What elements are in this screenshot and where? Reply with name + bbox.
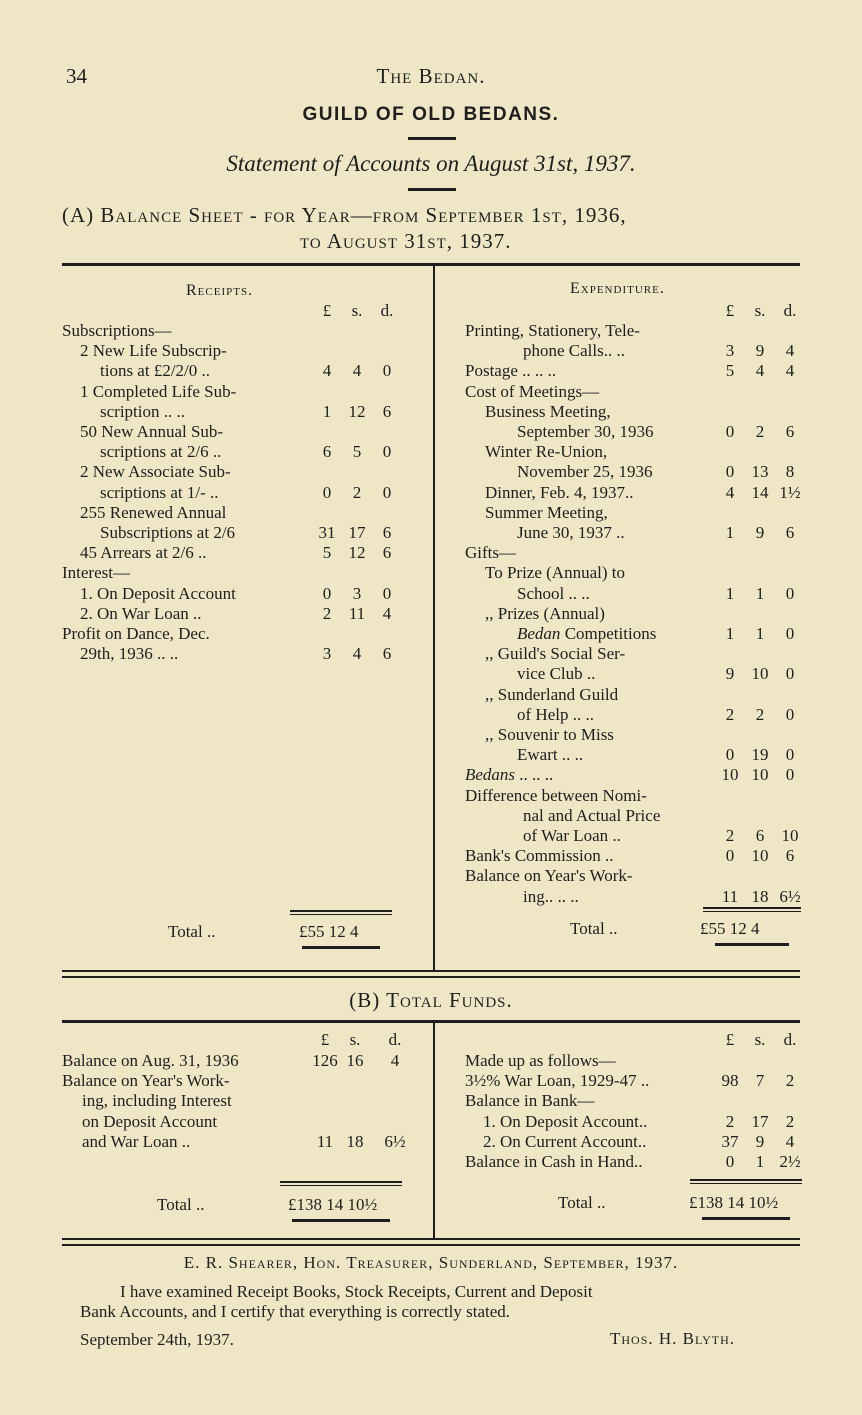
amount-value: 2: [755, 422, 765, 441]
ledger-line-text: 1 Completed Life Sub-: [80, 381, 237, 401]
amount-value: 8: [785, 462, 795, 482]
amount-value: 7: [755, 1071, 765, 1091]
table-a-divider: [433, 266, 435, 972]
ledger-line-text: ,, Souvenir to Miss: [485, 725, 614, 744]
amount-value: 0: [725, 462, 735, 482]
money-column-header: £: [725, 1030, 735, 1049]
money-column-header: s.: [754, 301, 766, 320]
total-rule-top-2: [703, 911, 801, 912]
ledger-line-text: Made up as follows—: [465, 1051, 616, 1070]
ledger-line-text: Summer Meeting,: [485, 502, 608, 522]
total-label: Total ..: [558, 1193, 606, 1212]
amount-value: 12: [348, 543, 366, 563]
total-rule-top: [280, 1181, 402, 1183]
ledger-line-text: 2. On War Loan ..: [80, 603, 202, 623]
ledger-line-text: Balance in Bank—: [465, 1091, 595, 1111]
money-column-header: £: [322, 301, 332, 320]
money-column-header: s.: [351, 301, 363, 320]
ledger-line-text: 1. On Deposit Account..: [483, 1111, 648, 1131]
amount-value: 2: [725, 1111, 735, 1131]
amount-value: 9: [755, 341, 765, 361]
total-rule-top: [703, 907, 801, 909]
ledger-line-text: September 30, 1936: [517, 422, 654, 441]
ledger-line-text: November 25, 1936: [517, 462, 653, 482]
total-rule-top: [690, 1179, 802, 1181]
amount-value: 126: [312, 1051, 338, 1070]
total-rule-bottom: [302, 946, 380, 949]
amount-value: 0: [725, 745, 735, 765]
total-value: £55 12 4: [299, 922, 359, 941]
title-rule: [408, 137, 456, 140]
amount-value: 0: [322, 583, 332, 603]
document-title: GUILD OF OLD BEDANS.: [302, 104, 560, 125]
amount-value: 6½: [779, 886, 801, 906]
ledger-line-text: Postage .. .. ..: [465, 361, 557, 381]
ledger-line-text: Winter Re-Union,: [485, 442, 608, 462]
ledger-line-text: Profit on Dance, Dec.: [62, 624, 210, 643]
amount-value: 2: [725, 826, 735, 845]
amount-value: 9: [755, 523, 765, 542]
amount-value: 0: [382, 442, 392, 462]
amount-value: 37: [721, 1131, 739, 1151]
ledger-line-text: Dinner, Feb. 4, 1937..: [485, 482, 634, 502]
section-a-heading-line2: to August 31st, 1937.: [300, 229, 512, 253]
amount-value: 11: [316, 1131, 334, 1151]
amount-value: 2: [322, 603, 332, 623]
ledger-line-text: 45 Arrears at 2/6 ..: [80, 543, 207, 563]
total-rule-top: [290, 910, 392, 912]
table-b-bottom-rule: [62, 1238, 800, 1240]
ledger-line-text: tions at £2/2/0 ..: [100, 361, 211, 381]
ledger-line-text: 2. On Current Account..: [483, 1131, 647, 1151]
amount-value: 2: [725, 704, 735, 724]
ledger-line-text: ,, Prizes (Annual): [485, 603, 605, 623]
amount-value: 16: [346, 1051, 364, 1070]
amount-value: 4: [755, 361, 765, 381]
amount-value: 18: [346, 1131, 364, 1151]
amount-value: 6: [382, 523, 392, 542]
ledger-line-text: June 30, 1937 ..: [517, 523, 625, 542]
column-heading: Expenditure.: [570, 280, 665, 297]
amount-value: 6: [785, 422, 795, 441]
ledger-line-text: scriptions at 2/6 ..: [100, 442, 222, 462]
money-column-header: d.: [388, 1030, 402, 1049]
amount-value: 11: [721, 886, 739, 906]
amount-value: 2: [352, 482, 362, 502]
amount-value: 0: [785, 624, 795, 643]
amount-value: 31: [318, 523, 336, 542]
amount-value: 0: [785, 745, 795, 765]
ledger-line-text: Difference between Nomi-: [465, 785, 647, 805]
amount-value: 4: [785, 361, 795, 381]
ledger-line-text: of Help .. ..: [517, 704, 594, 724]
ledger-line-text: To Prize (Annual) to: [485, 563, 625, 583]
ledger-line-text: Bank's Commission ..: [465, 846, 614, 866]
amount-value: 10: [721, 765, 739, 785]
amount-value: 13: [751, 462, 769, 482]
amount-value: 0: [382, 583, 392, 603]
ledger-line-text: on Deposit Account: [82, 1111, 218, 1131]
total-label: Total ..: [157, 1195, 205, 1214]
ledger-line-text: [465, 765, 553, 785]
amount-value: 98: [721, 1071, 739, 1091]
table-b-top-rule: [62, 1020, 800, 1023]
money-column-header: s.: [754, 1030, 766, 1049]
amount-value: 0: [322, 482, 332, 502]
amount-value: 0: [785, 664, 795, 684]
amount-value: 4: [322, 361, 332, 381]
audit-statement-line2: Bank Accounts, and I certify that everything is correctly stated.: [80, 1302, 511, 1321]
total-rule-bottom: [292, 1219, 390, 1222]
ledger-line-text: phone Calls.. ..: [523, 341, 625, 361]
ledger-line-text: School .. ..: [517, 583, 590, 603]
ledger-line-text: 3½% War Loan, 1929-47 ..: [465, 1071, 650, 1091]
money-column-header: £: [320, 1030, 330, 1049]
column-heading: Receipts.: [186, 282, 254, 299]
ledger-line-text: 29th, 1936 .. ..: [80, 644, 179, 664]
amount-value: 10: [751, 846, 769, 866]
amount-value: 6: [785, 523, 795, 542]
amount-value: 4: [352, 361, 362, 381]
ledger-line-text: ing.. .. ..: [523, 886, 579, 906]
ledger-line-text: scription .. ..: [100, 401, 185, 421]
amount-value: 6: [382, 644, 392, 664]
amount-value: 0: [785, 583, 795, 603]
running-title: The Bedan.: [376, 64, 486, 88]
money-column-header: £: [725, 301, 735, 320]
page-number: 34: [66, 64, 87, 88]
treasurer-signature-line: E. R. Shearer, Hon. Treasurer, Sunderland, September, 1937.: [183, 1253, 679, 1272]
amount-value: 10: [751, 664, 769, 684]
total-label: Total ..: [570, 919, 618, 938]
ledger-line-text: scriptions at 1/- ..: [100, 482, 219, 502]
statement-subtitle: Statement of Accounts on August 31st, 1937.: [226, 151, 636, 176]
amount-value: 4: [785, 1131, 795, 1151]
section-a-heading-line1: (A) Balance Sheet - for Year—from September 1st, 1936,: [62, 203, 627, 227]
amount-value: 0: [382, 361, 392, 381]
amount-value: 1: [725, 523, 735, 542]
amount-value: 6: [322, 442, 332, 462]
table-a-bottom-rule: [62, 970, 800, 972]
amount-value: 10: [751, 765, 769, 785]
table-b-divider: [433, 1023, 435, 1238]
ledger-line-text: Cost of Meetings—: [465, 381, 600, 401]
amount-value: 0: [725, 1152, 735, 1171]
ledger-line-text: Balance on Year's Work-: [62, 1071, 230, 1091]
amount-value: 0: [785, 765, 795, 785]
amount-value: 5: [322, 543, 332, 563]
amount-value: 2: [785, 1111, 795, 1131]
ledger-line-text: ing, including Interest: [82, 1091, 232, 1111]
amount-value: 6: [382, 401, 392, 421]
amount-value: 2½: [779, 1152, 801, 1171]
amount-value: 19: [751, 745, 769, 765]
amount-value: 6½: [384, 1131, 406, 1151]
ledger-line-text: Printing, Stationery, Tele-: [465, 321, 640, 340]
table-a-bottom-rule-2: [62, 976, 800, 978]
amount-value: 17: [751, 1111, 769, 1131]
ledger-line-text: Interest—: [62, 563, 130, 583]
table-a-top-rule: [62, 263, 800, 266]
amount-value: 1½: [779, 482, 801, 502]
amount-value: 12: [348, 401, 366, 421]
audit-statement-line1: I have examined Receipt Books, Stock Receipts, Current and Deposit: [120, 1282, 593, 1301]
ledger-line-text: 2 New Associate Sub-: [80, 462, 231, 482]
total-rule-top-2: [280, 1185, 402, 1186]
ledger-line-text: Gifts—: [465, 543, 516, 563]
amount-value: 17: [348, 523, 366, 542]
amount-value: 0: [725, 846, 735, 866]
money-column-header: d.: [380, 301, 394, 320]
audit-date: September 24th, 1937.: [80, 1330, 234, 1349]
total-rule-top-2: [290, 914, 392, 915]
money-column-header: d.: [783, 301, 797, 320]
ledger-line-text: Balance in Cash in Hand..: [465, 1152, 643, 1171]
ledger-line-text: 2 New Life Subscrip-: [80, 341, 227, 361]
total-value: £55 12 4: [700, 919, 760, 938]
amount-value: 10: [781, 826, 799, 845]
money-column-header: s.: [349, 1030, 361, 1049]
amount-value: 3: [725, 341, 735, 361]
amount-value: 6: [382, 543, 392, 563]
ledger-line-text: ,, Guild's Social Ser-: [485, 644, 626, 664]
amount-value: 1: [725, 624, 735, 643]
amount-value: 4: [725, 482, 735, 502]
amount-value: 4: [390, 1051, 400, 1070]
auditor-name: Thos. H. Blyth.: [610, 1329, 736, 1348]
amount-value: 9: [725, 664, 735, 684]
ledger-line-text: and War Loan ..: [82, 1131, 191, 1151]
ledger-line-text: Ewart .. ..: [517, 745, 584, 765]
amount-value: 4: [785, 341, 795, 361]
ledger-line-text: 1. On Deposit Account: [80, 583, 236, 603]
amount-value: 2: [755, 704, 765, 724]
amount-value: 0: [725, 422, 735, 441]
ledger-line-text: 255 Renewed Annual: [80, 502, 227, 522]
total-rule-bottom: [715, 943, 789, 946]
amount-value: 0: [785, 704, 795, 724]
total-value: £138 14 10½: [288, 1195, 378, 1214]
amount-value: 1: [755, 1152, 765, 1171]
amount-value: 5: [352, 442, 362, 462]
ledger-line-text: nal and Actual Price: [523, 805, 661, 825]
amount-value: 3: [352, 583, 362, 603]
ledger-line-text: of War Loan ..: [523, 826, 621, 845]
amount-value: 2: [785, 1071, 795, 1091]
ledger-line-text: ,, Sunderland Guild: [485, 684, 619, 704]
amount-value: 0: [382, 482, 392, 502]
amount-value: 1: [755, 583, 765, 603]
ledger-line-text: Subscriptions at 2/6: [100, 523, 236, 542]
total-rule-top-2: [690, 1183, 802, 1184]
amount-value: 6: [755, 826, 765, 845]
ledger-line-text: [517, 624, 656, 644]
ledger-line-text: vice Club ..: [517, 664, 596, 684]
amount-value: 1: [725, 583, 735, 603]
amount-value: 14: [751, 482, 769, 502]
subtitle-rule: [408, 188, 456, 191]
amount-value: 5: [725, 361, 735, 381]
italic-text: Bedans: [465, 765, 516, 785]
amount-value: 11: [348, 603, 366, 623]
amount-value: 4: [382, 603, 392, 623]
total-value: £138 14 10½: [689, 1193, 779, 1212]
ledger-line-text: Balance on Year's Work-: [465, 866, 633, 886]
table-b-bottom-rule-2: [62, 1244, 800, 1246]
amount-value: 18: [751, 886, 769, 906]
money-column-header: d.: [783, 1030, 797, 1049]
amount-value: 4: [352, 644, 362, 664]
ledger-line-text: Subscriptions—: [62, 321, 172, 340]
total-label: Total ..: [168, 922, 216, 941]
amount-value: 9: [755, 1131, 765, 1151]
total-rule-bottom: [702, 1217, 790, 1220]
amount-value: 3: [322, 644, 332, 664]
amount-value: 1: [322, 401, 332, 421]
plain-text: .. .. ..: [515, 765, 554, 785]
section-b-heading: (B) Total Funds.: [349, 988, 513, 1012]
amount-value: 6: [785, 846, 795, 866]
italic-text: Bedan: [517, 624, 561, 643]
ledger-line-text: Business Meeting,: [485, 401, 611, 421]
ledger-line-text: Balance on Aug. 31, 1936: [62, 1051, 239, 1070]
ledger-line-text: 50 New Annual Sub-: [80, 422, 224, 441]
plain-text: Competitions: [560, 624, 657, 643]
amount-value: 1: [755, 624, 765, 643]
